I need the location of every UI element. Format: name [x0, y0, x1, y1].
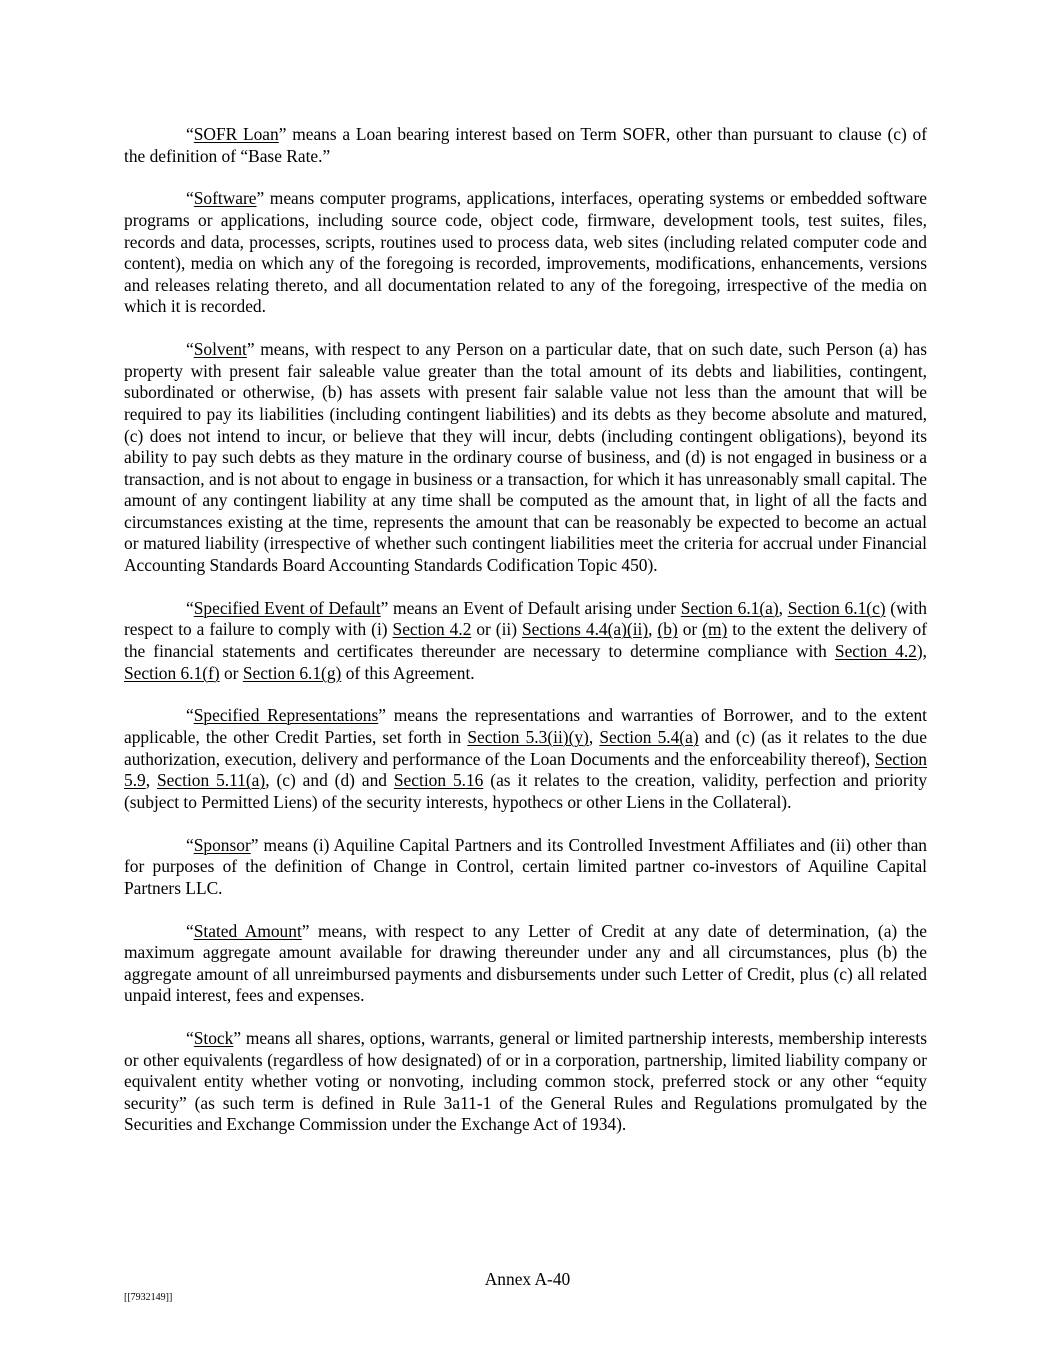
definition-text: ,: [778, 597, 788, 618]
definition-text: (with respect to a failure to comply with (i): [124, 597, 927, 640]
definition-stated-amount: [124, 921, 927, 1007]
definition-solvent: [124, 339, 927, 577]
definition-text: of this Agreement.: [341, 662, 475, 683]
definition-text: “: [186, 834, 194, 855]
definition-sponsor: [124, 835, 927, 900]
definition-text: ” means a Loan bearing interest based on Term SOFR, other than pursuant to clause (c) of the definition of “Base Rate.”: [124, 124, 927, 166]
section-reference: Section 6.1(f): [124, 662, 220, 683]
definition-text: (as it relates to the creation, validity, perfection and priority (subject to Permitted Liens) of the security interests, hypothecs or other Liens in the Collateral).: [124, 770, 928, 812]
definition-text: ” means an Event of Default arising under: [380, 597, 681, 618]
definition-text: ” means, with respect to any Letter of Credit at any date of determination, (a) the maximum aggregate amount available for drawing thereunder under any and all circumstances, plus (b) the aggregate amount of all unreimbursed payments and disbursements under such Letter of Credit, plus (c) all related unpaid interest, fees and expenses.: [124, 920, 927, 1006]
defined-term: SOFR Loan: [193, 124, 279, 144]
page-number: Annex A-40: [484, 1269, 571, 1289]
definition-text: “: [186, 339, 194, 360]
definition-text: “: [186, 597, 194, 618]
definition-specified-event-of-default: [124, 598, 927, 684]
defined-term: Sponsor: [193, 834, 251, 855]
section-reference: Section 5.16: [393, 770, 484, 791]
definition-text: or: [219, 662, 243, 683]
defined-term: Stated Amount: [193, 920, 302, 941]
definition-text: to the extent the delivery of the financial statements and certificates thereunder are necessary to determine compliance with: [124, 619, 928, 662]
defined-term: Stock: [193, 1028, 234, 1049]
section-reference: (m): [702, 619, 728, 640]
defined-term: Specified Representations: [193, 705, 379, 726]
defined-term: Specified Event of Default: [193, 597, 381, 618]
section-reference: Section 5.11(a): [157, 770, 266, 791]
definition-text: , (c) and (d) and: [265, 770, 394, 791]
definition-text: “: [186, 124, 194, 144]
definition-text: and (c) (as it relates to the due authorization, execution, delivery and performance of the Loan Documents and the enforceability thereof),: [124, 727, 927, 769]
definition-text: “: [186, 705, 194, 726]
definition-text: ” means, with respect to any Person on a particular date, that on such date, such Person (a) has property with present fair saleable value greater than the total amount of its debts and liabilities, contingent, subordinated or otherwise, (b) has assets with present fair salable value not less than the amount that will be required to pay its liabilities (including contingent liabilities) and its debts as they become absolute and matured, (c) does not intend to incur, or believe that they will incur, debts (including contingent obligations), beyond its ability to pay such debts as they mature in the ordinary course of business, and (d) is not engaged in business or a transaction, and is not about to engage in business or a transaction, for which it has unreasonably small capital. The amount of any contingent liability at any time shall be computed as the amount that, in light of all the facts and circumstances existing at the time, represents the amount that can be reasonably be expected to become an actual or matured liability (irrespective of whether such contingent liabilities meet the criteria for accrual under Financial Accounting Standards Board Accounting Standards Codification Topic 450).: [124, 339, 927, 576]
definition-stock: [124, 1028, 927, 1136]
definition-text: ,: [588, 727, 600, 747]
definition-text: ,: [648, 619, 658, 640]
definition-text: or: [677, 619, 703, 640]
section-reference: (b): [657, 619, 678, 640]
definition-text: “: [186, 920, 194, 941]
definition-software: [124, 188, 927, 318]
section-reference: Section 4.2: [392, 619, 472, 640]
section-reference: Section 6.1(a): [680, 597, 779, 618]
definition-text: or (ii): [471, 619, 522, 640]
definition-specified-representations: [124, 705, 927, 813]
definition-text: ” means computer programs, applications, interfaces, operating systems or embedded software programs or applications, including source code, object code, firmware, development tools, test suites, files, records and data, processes, scripts, routines used to process data, web sites (including related computer code and content), media on which any of the foregoing is recorded, improvements, modifications, enhancements, versions and releases relating thereto, and all documentation related to any of the foregoing, irrespective of the media on which it is recorded.: [124, 188, 927, 317]
section-reference: Section 6.1(c): [787, 597, 886, 618]
definition-sofr-loan: [124, 124, 927, 167]
definition-text: ” means all shares, options, warrants, general or limited partnership interests, membership interests or other equivalents (regardless of how designated) of or in a corporation, partnership, limited liability company or equivalent entity whether voting or nonvoting, including common stock, preferred stock or any other “equity security” (as such term is defined in Rule 3a11-1 of the General Rules and Regulations promulgated by the Securities and Exchange Commission under the Exchange Act of 1934).: [124, 1028, 927, 1135]
definition-text: ,: [145, 770, 158, 791]
definition-text: “: [186, 1028, 194, 1049]
definition-text: “: [186, 188, 194, 209]
section-reference: Section 5.4(a): [599, 727, 699, 747]
defined-term: Software: [193, 188, 257, 209]
document-id: [[7932149]]: [124, 1292, 173, 1303]
definition-text: ” means the representations and warranties of Borrower, and to the extent applicable, the other Credit Parties, set forth in: [124, 705, 927, 747]
section-reference: Sections 4.4(a)(ii): [522, 619, 649, 640]
section-reference: Section 4.2: [834, 641, 917, 662]
section-reference: Section 5.9: [124, 748, 927, 791]
defined-term: Solvent: [193, 339, 247, 360]
section-reference: Section 6.1(g): [242, 662, 342, 683]
definition-text: ),: [916, 641, 928, 662]
section-reference: Section 5.3(ii)(y): [467, 727, 589, 747]
definitions-body: [124, 124, 927, 1157]
definition-text: ” means (i) Aquiline Capital Partners and its Controlled Investment Affiliates and (ii) other than for purposes of the definition of Change in Control, certain limited partner co-investors of Aquiline Capital Partners LLC.: [124, 834, 927, 898]
